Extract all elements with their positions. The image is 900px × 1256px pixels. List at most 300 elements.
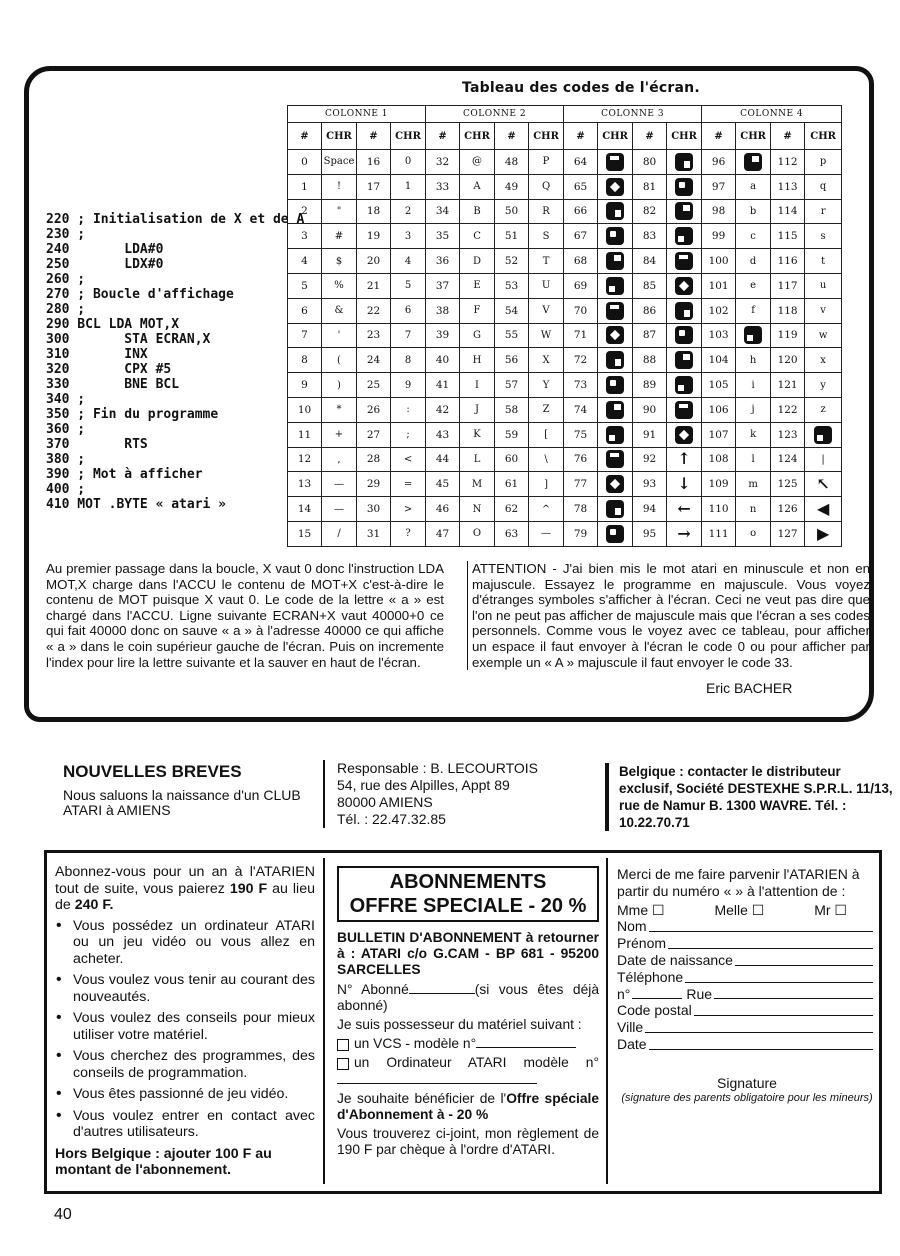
char-cell: 0 xyxy=(391,150,426,175)
block-glyph-icon xyxy=(606,178,624,196)
table-row xyxy=(288,174,842,199)
computer-label: un Ordinateur ATARI modèle n° xyxy=(354,1055,599,1071)
signature-label: Signature xyxy=(717,1074,777,1091)
char-cell: 1 xyxy=(391,174,426,199)
code-cell: 98 xyxy=(702,199,736,224)
vcs-label: un VCS - modèle n° xyxy=(354,1036,477,1052)
char-cell: X xyxy=(529,348,564,373)
graphic-char-icon xyxy=(667,373,702,398)
subheader-cell: # xyxy=(495,123,529,150)
code-cell: 116 xyxy=(771,249,805,274)
computer-checkbox[interactable] xyxy=(337,1058,349,1070)
code-cell: 89 xyxy=(633,373,667,398)
code-cell: 62 xyxy=(495,497,529,522)
code-cell: 125 xyxy=(771,472,805,497)
computer-model-blank[interactable] xyxy=(337,1083,537,1084)
subheader-cell: CHR xyxy=(667,123,702,150)
char-cell: 8 xyxy=(391,348,426,373)
char-cell: v xyxy=(805,298,842,323)
char-cell: 3 xyxy=(391,224,426,249)
char-cell: I xyxy=(460,373,495,398)
char-cell: 7 xyxy=(391,323,426,348)
char-cell: o xyxy=(736,521,771,546)
field-label: Prénom xyxy=(617,935,667,952)
code-cell: 21 xyxy=(357,273,391,298)
column-group-header: COLONNE 1 xyxy=(288,106,426,123)
block-glyph-icon xyxy=(675,277,693,295)
listing-line: 410 MOT .BYTE « atari » xyxy=(46,497,227,512)
listing-line: 300 STA ECRAN,X xyxy=(46,332,211,347)
author-name: Eric BACHER xyxy=(706,680,793,696)
code-cell: 123 xyxy=(771,422,805,447)
table-row xyxy=(288,249,842,274)
code-cell: 110 xyxy=(702,497,736,522)
subheader-cell: # xyxy=(702,123,736,150)
table-row xyxy=(288,150,842,175)
char-cell: ) xyxy=(322,373,357,398)
code-cell: 5 xyxy=(288,273,322,298)
payment-text: Vous trouverez ci-joint, mon règlement de 190 F par chèque à l'ordre d'ATARI. xyxy=(337,1126,599,1158)
char-cell: + xyxy=(322,422,357,447)
code-cell: 64 xyxy=(564,150,598,175)
code-cell: 70 xyxy=(564,298,598,323)
code-cell: 101 xyxy=(702,273,736,298)
graphic-char-icon xyxy=(598,373,633,398)
char-cell: C xyxy=(460,224,495,249)
char-cell: [ xyxy=(529,422,564,447)
char-cell: V xyxy=(529,298,564,323)
code-cell: 82 xyxy=(633,199,667,224)
code-cell: 19 xyxy=(357,224,391,249)
char-cell: m xyxy=(736,472,771,497)
code-cell: 24 xyxy=(357,348,391,373)
block-glyph-icon xyxy=(675,376,693,394)
subheader-cell: CHR xyxy=(805,123,842,150)
char-cell: " xyxy=(322,199,357,224)
graphic-char-icon xyxy=(598,249,633,274)
block-glyph-icon xyxy=(675,302,693,320)
code-cell: 83 xyxy=(633,224,667,249)
code-cell: 1 xyxy=(288,174,322,199)
char-cell: Q xyxy=(529,174,564,199)
field-phone[interactable] xyxy=(617,969,877,986)
arrow-char-icon xyxy=(805,497,842,522)
code-cell: 120 xyxy=(771,348,805,373)
code-cell: 49 xyxy=(495,174,529,199)
arrow-icon: ↑ xyxy=(677,449,691,469)
block-glyph-icon xyxy=(675,178,693,196)
arrow-icon: → xyxy=(677,523,691,543)
code-cell: 10 xyxy=(288,397,322,422)
code-cell: 28 xyxy=(357,447,391,472)
subscription-pitch xyxy=(55,864,315,1179)
code-cell: 33 xyxy=(426,174,460,199)
code-cell: 90 xyxy=(633,397,667,422)
char-cell: U xyxy=(529,273,564,298)
arrow-icon: ▶ xyxy=(816,523,830,543)
code-cell: 7 xyxy=(288,323,322,348)
code-cell: 85 xyxy=(633,273,667,298)
listing-line: 390 ; Mot à afficher xyxy=(46,467,203,482)
subheader-cell: CHR xyxy=(529,123,564,150)
abonne-note: (si vous êtes déjà abonné) xyxy=(337,981,599,1013)
char-cell: F xyxy=(460,298,495,323)
char-cell: y xyxy=(805,373,842,398)
code-cell: 40 xyxy=(426,348,460,373)
char-cell: B xyxy=(460,199,495,224)
offer-title: ABONNEMENTS xyxy=(389,871,547,893)
field-blank[interactable] xyxy=(668,935,873,949)
graphic-char-icon xyxy=(598,447,633,472)
code-cell: 35 xyxy=(426,224,460,249)
table-row xyxy=(288,373,842,398)
code-cell: 94 xyxy=(633,497,667,522)
block-glyph-icon xyxy=(606,252,624,270)
graphic-char-icon xyxy=(598,472,633,497)
merci-text: Merci de me faire parvenir l'ATARIEN à partir du numéro « » à l'attention de : xyxy=(617,866,860,899)
field-street[interactable] xyxy=(617,986,877,1003)
code-cell: 76 xyxy=(564,447,598,472)
block-glyph-icon xyxy=(606,475,624,493)
code-cell: 107 xyxy=(702,422,736,447)
arrow-char-icon xyxy=(805,472,842,497)
char-cell: ' xyxy=(322,323,357,348)
arrow-char-icon xyxy=(667,447,702,472)
option-mme[interactable]: Mme ☐ xyxy=(617,901,665,918)
char-cell: 2 xyxy=(391,199,426,224)
code-cell: 106 xyxy=(702,397,736,422)
table-row xyxy=(288,497,842,522)
field-blank[interactable] xyxy=(685,969,873,983)
char-cell: d xyxy=(736,249,771,274)
arrow-char-icon xyxy=(667,472,702,497)
offer-subtitle: OFFRE SPECIALE - 20 % xyxy=(349,895,587,917)
field-city[interactable] xyxy=(617,1019,877,1036)
graphic-char-icon xyxy=(667,249,702,274)
table-row xyxy=(288,224,842,249)
intro-text: Abonnez-vous pour un an à l'ATARIEN tout de suite, vous paierez xyxy=(55,864,315,897)
char-cell: * xyxy=(322,397,357,422)
char-cell: u xyxy=(805,273,842,298)
code-cell: 26 xyxy=(357,397,391,422)
code-cell: 13 xyxy=(288,472,322,497)
field-label: Rue xyxy=(686,985,713,1002)
char-cell: : xyxy=(391,397,426,422)
column-divider xyxy=(323,858,325,1184)
code-cell: 102 xyxy=(702,298,736,323)
code-cell: 65 xyxy=(564,174,598,199)
benefit-item: • Vous possédez un ordinateur ATARI ou un jeu vidéo ou vous allez en acheter. xyxy=(55,918,315,968)
char-cell: ] xyxy=(529,472,564,497)
code-cell: 105 xyxy=(702,373,736,398)
column-divider xyxy=(606,858,608,1184)
char-cell: \ xyxy=(529,447,564,472)
char-cell: b xyxy=(736,199,771,224)
code-cell: 22 xyxy=(357,298,391,323)
attention-paragraph: ATTENTION - J'ai bien mis le mot atari en minuscule et non en majuscule. Essayez le programme en majuscule. Vous voyez d'étranges symboles s'afficher à l'écran. Ceci ne veut pas dire que l'on ne peut pas afficher de majuscule mais que l'écran a ses codes personnels. Comme vous le voyez avec ce tableau, pour afficher un espace il faut envoyer à l'écran le code 0 ou pour afficher par exemple un « A » majuscule il faut envoyer le code 33. xyxy=(467,561,870,670)
field-prenom[interactable] xyxy=(617,935,877,952)
code-cell: 68 xyxy=(564,249,598,274)
listing-line: 290 BCL LDA MOT,X xyxy=(46,317,180,332)
code-cell: 14 xyxy=(288,497,322,522)
code-cell: 73 xyxy=(564,373,598,398)
char-cell: t xyxy=(805,249,842,274)
char-cell: — xyxy=(529,521,564,546)
code-cell: 113 xyxy=(771,174,805,199)
block-glyph-icon xyxy=(606,450,624,468)
graphic-char-icon xyxy=(667,323,702,348)
code-cell: 78 xyxy=(564,497,598,522)
graphic-char-icon xyxy=(667,273,702,298)
char-cell: M xyxy=(460,472,495,497)
char-cell: r xyxy=(805,199,842,224)
code-cell: 104 xyxy=(702,348,736,373)
char-cell: x xyxy=(805,348,842,373)
code-cell: 9 xyxy=(288,373,322,398)
block-glyph-icon xyxy=(606,525,624,543)
code-cell: 79 xyxy=(564,521,598,546)
subheader-cell: # xyxy=(633,123,667,150)
code-cell: 127 xyxy=(771,521,805,546)
arrow-icon: ↓ xyxy=(677,474,691,494)
block-glyph-icon xyxy=(606,227,624,245)
subscription-form xyxy=(337,866,599,1162)
graphic-char-icon xyxy=(667,224,702,249)
graphic-char-icon xyxy=(667,174,702,199)
block-glyph-icon xyxy=(675,252,693,270)
char-cell: l xyxy=(736,447,771,472)
field-blank[interactable] xyxy=(632,986,682,1000)
graphic-char-icon xyxy=(598,298,633,323)
field-label: Nom xyxy=(617,918,647,935)
listing-line: 370 RTS xyxy=(46,437,148,452)
code-cell: 92 xyxy=(633,447,667,472)
field-label: Téléphone xyxy=(617,968,684,985)
benefit-item: • Vous êtes passionné de jeu vidéo. xyxy=(55,1086,315,1103)
char-cell: P xyxy=(529,150,564,175)
code-cell: 44 xyxy=(426,447,460,472)
char-cell: & xyxy=(322,298,357,323)
code-cell: 31 xyxy=(357,521,391,546)
graphic-char-icon xyxy=(667,348,702,373)
code-cell: 75 xyxy=(564,422,598,447)
subheader-cell: CHR xyxy=(322,123,357,150)
field-date[interactable] xyxy=(617,1036,877,1053)
table-row xyxy=(288,298,842,323)
field-blank[interactable] xyxy=(645,1019,873,1033)
char-cell: / xyxy=(322,521,357,546)
block-glyph-icon xyxy=(744,326,762,344)
char-cell: i xyxy=(736,373,771,398)
graphic-char-icon xyxy=(598,521,633,546)
code-cell: 63 xyxy=(495,521,529,546)
signature-area[interactable] xyxy=(617,1075,877,1105)
listing-line: 320 CPX #5 xyxy=(46,362,172,377)
option-melle[interactable]: Melle ☐ xyxy=(714,901,765,918)
code-cell: 93 xyxy=(633,472,667,497)
block-glyph-icon xyxy=(675,153,693,171)
char-cell: > xyxy=(391,497,426,522)
subheader-cell: CHR xyxy=(736,123,771,150)
listing-line: 340 ; xyxy=(46,392,86,407)
graphic-char-icon xyxy=(598,224,633,249)
char-cell: s xyxy=(805,224,842,249)
vcs-checkbox[interactable] xyxy=(337,1039,349,1051)
char-cell: 9 xyxy=(391,373,426,398)
code-cell: 103 xyxy=(702,323,736,348)
civility-options xyxy=(617,902,877,919)
code-cell: 4 xyxy=(288,249,322,274)
char-cell: q xyxy=(805,174,842,199)
code-cell: 77 xyxy=(564,472,598,497)
char-cell: c xyxy=(736,224,771,249)
code-cell: 20 xyxy=(357,249,391,274)
block-glyph-icon xyxy=(814,426,832,444)
code-cell: 59 xyxy=(495,422,529,447)
code-cell: 71 xyxy=(564,323,598,348)
char-cell: Z xyxy=(529,397,564,422)
char-cell: G xyxy=(460,323,495,348)
block-glyph-icon xyxy=(606,500,624,518)
foreign-surcharge: Hors Belgique : ajouter 100 F au montant de l'abonnement. xyxy=(55,1145,272,1178)
listing-line: 350 ; Fin du programme xyxy=(46,407,219,422)
listing-line: 400 ; xyxy=(46,482,86,497)
code-cell: 87 xyxy=(633,323,667,348)
arrow-icon: ← xyxy=(677,499,691,519)
block-glyph-icon xyxy=(606,351,624,369)
subheader-cell: CHR xyxy=(598,123,633,150)
field-blank[interactable] xyxy=(649,1036,873,1050)
code-cell: 121 xyxy=(771,373,805,398)
option-mr[interactable]: Mr ☐ xyxy=(814,901,847,918)
souhaite-offer: Offre spéciale d'Abonnement à - 20 % xyxy=(337,1090,600,1123)
code-cell: 69 xyxy=(564,273,598,298)
column-group-header: COLONNE 2 xyxy=(426,106,564,123)
code-cell: 88 xyxy=(633,348,667,373)
table-row xyxy=(288,273,842,298)
graphic-char-icon xyxy=(736,323,771,348)
new-price: 190 F xyxy=(229,880,268,897)
table-row xyxy=(288,397,842,422)
field-blank[interactable] xyxy=(735,952,873,966)
listing-line: 260 ; xyxy=(46,272,86,287)
code-cell: 126 xyxy=(771,497,805,522)
code-cell: 29 xyxy=(357,472,391,497)
code-cell: 8 xyxy=(288,348,322,373)
table-row xyxy=(288,472,842,497)
char-cell: 5 xyxy=(391,273,426,298)
char-cell: # xyxy=(322,224,357,249)
graphic-char-icon xyxy=(598,497,633,522)
code-cell: 108 xyxy=(702,447,736,472)
arrow-char-icon xyxy=(667,521,702,546)
field-blank[interactable] xyxy=(649,918,873,932)
field-nom[interactable] xyxy=(617,918,877,935)
char-cell: e xyxy=(736,273,771,298)
field-birthdate[interactable] xyxy=(617,952,877,969)
field-blank[interactable] xyxy=(694,1002,873,1016)
code-cell: 56 xyxy=(495,348,529,373)
code-cell: 67 xyxy=(564,224,598,249)
graphic-char-icon xyxy=(598,348,633,373)
subheader-cell: # xyxy=(357,123,391,150)
subheader-cell: # xyxy=(426,123,460,150)
block-glyph-icon xyxy=(606,202,624,220)
arrow-icon: ↖ xyxy=(816,474,830,494)
code-cell: 55 xyxy=(495,323,529,348)
arrow-char-icon xyxy=(805,521,842,546)
code-cell: 36 xyxy=(426,249,460,274)
subheader-cell: # xyxy=(771,123,805,150)
char-cell: — xyxy=(322,497,357,522)
abonne-number-blank[interactable] xyxy=(409,993,475,994)
code-cell: 96 xyxy=(702,150,736,175)
breves-text: Nous saluons la naissance d'un CLUB ATARI à AMIENS xyxy=(63,787,301,818)
char-cell: | xyxy=(805,447,842,472)
block-glyph-icon xyxy=(675,202,693,220)
code-cell: 17 xyxy=(357,174,391,199)
code-cell: 50 xyxy=(495,199,529,224)
listing-line: 330 BNE BCL xyxy=(46,377,180,392)
char-cell: $ xyxy=(322,249,357,274)
char-cell: j xyxy=(736,397,771,422)
arrow-icon: ◀ xyxy=(816,499,830,519)
code-cell: 38 xyxy=(426,298,460,323)
subheader-cell: # xyxy=(564,123,598,150)
code-cell: 52 xyxy=(495,249,529,274)
subheader-cell: # xyxy=(288,123,322,150)
code-cell: 34 xyxy=(426,199,460,224)
char-cell: D xyxy=(460,249,495,274)
char-cell: J xyxy=(460,397,495,422)
benefit-item: • Vous voulez des conseils pour mieux utiliser votre matériel. xyxy=(55,1010,315,1043)
page-number: 40 xyxy=(54,1206,72,1223)
table-row xyxy=(288,521,842,546)
bulletin-address: BULLETIN D'ABONNEMENT à retourner à : ATARI c/o G.CAM - BP 681 - 95200 SARCELLES xyxy=(337,930,599,978)
souhaite-text xyxy=(337,1091,599,1123)
intro-text: au lieu de xyxy=(55,880,315,913)
column-group-header: COLONNE 4 xyxy=(702,106,842,123)
listing-line: 380 ; xyxy=(46,452,86,467)
listing-line: 310 INX xyxy=(46,347,148,362)
listing-line: 250 LDX#0 xyxy=(46,257,164,272)
field-label: Date de naissance xyxy=(617,951,733,968)
graphic-char-icon xyxy=(667,150,702,175)
responsable-line: 54, rue des Alpilles, Appt 89 xyxy=(337,777,510,793)
address-form xyxy=(617,866,877,1105)
benefit-item: • Vous voulez entrer en contact avec d'autres utilisateurs. xyxy=(55,1108,315,1141)
field-blank[interactable] xyxy=(714,986,873,1000)
graphic-char-icon xyxy=(667,397,702,422)
code-cell: 99 xyxy=(702,224,736,249)
abonne-label: N° Abonné xyxy=(337,981,409,997)
table-row xyxy=(288,447,842,472)
listing-line: 240 LDA#0 xyxy=(46,242,164,257)
block-glyph-icon xyxy=(606,376,624,394)
char-cell: Space xyxy=(322,150,357,175)
code-cell: 115 xyxy=(771,224,805,249)
graphic-char-icon xyxy=(598,174,633,199)
code-cell: 100 xyxy=(702,249,736,274)
char-cell: h xyxy=(736,348,771,373)
vcs-model-blank[interactable] xyxy=(476,1047,576,1048)
char-cell: O xyxy=(460,521,495,546)
code-cell: 114 xyxy=(771,199,805,224)
field-label: Code postal xyxy=(617,1002,692,1019)
field-postcode[interactable] xyxy=(617,1002,877,1019)
benefit-item: • Vous cherchez des programmes, des conseils de programmation. xyxy=(55,1048,315,1081)
char-cell: — xyxy=(322,472,357,497)
